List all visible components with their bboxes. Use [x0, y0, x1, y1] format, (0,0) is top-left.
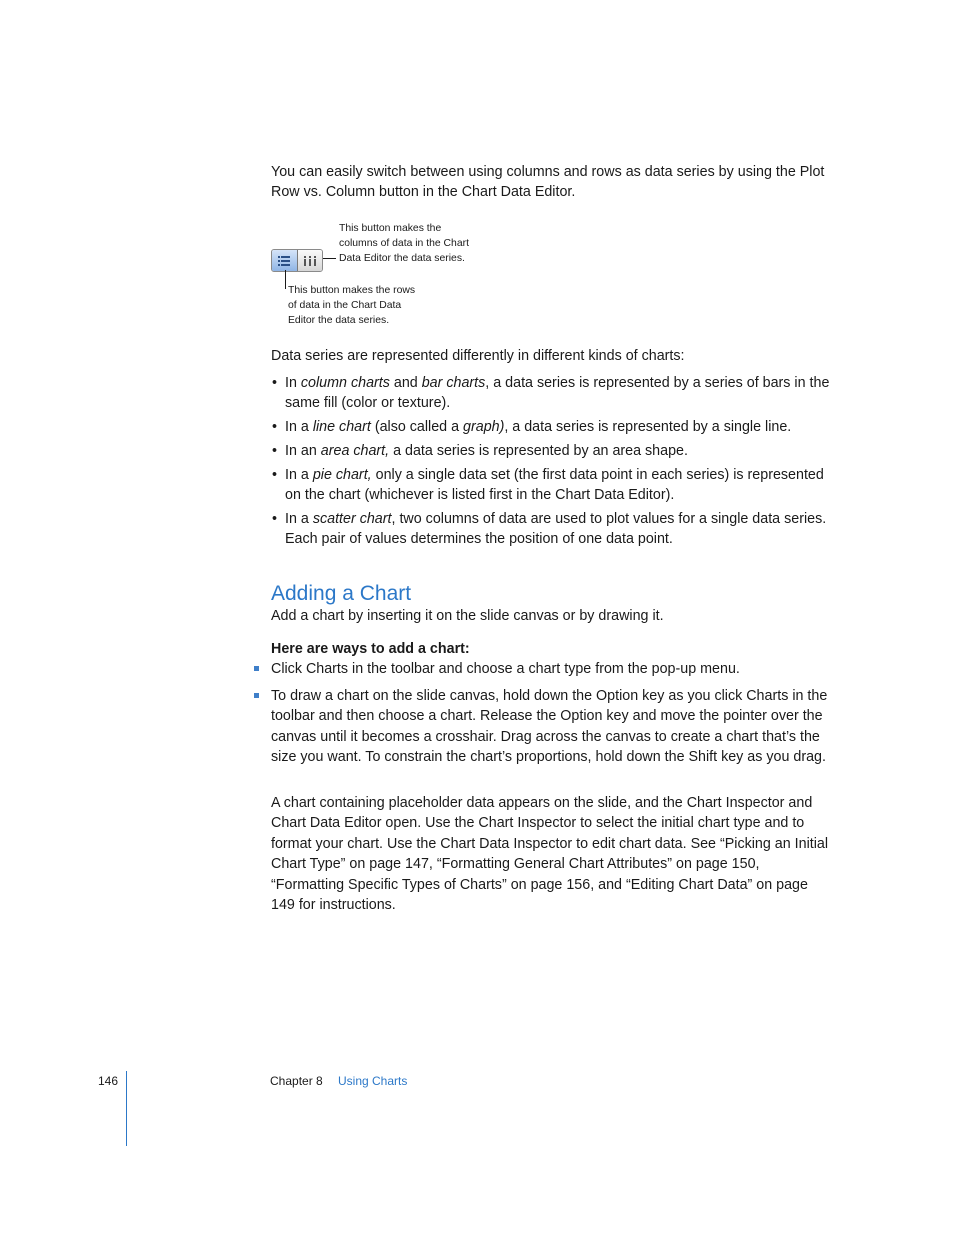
intro-paragraph: You can easily switch between using columns and rows as data series by using the Plot Row vs. Column button in the Chart Data Editor. [271, 164, 825, 201]
page-number: 146 [98, 1074, 119, 1088]
callout-rows-leader [285, 270, 286, 289]
footer-chapter-title: Using Charts [338, 1074, 408, 1088]
task-subhead: Here are ways to add a chart: [271, 641, 470, 657]
callout-rows [288, 283, 415, 328]
series-intro: Data series are represented differently in different kinds of charts: [271, 348, 685, 364]
callout-rows-line-3: Editor the data series. [288, 315, 390, 326]
plot-row-column-toggle[interactable] [271, 249, 323, 272]
step-marker [254, 666, 259, 671]
chart-type-list [271, 373, 831, 553]
footer-chapter: Chapter 8 [270, 1074, 323, 1088]
plot-rows-icon [278, 256, 290, 266]
callout-columns-line-3: Data Editor the data series. [339, 253, 465, 264]
followup-paragraph: A chart containing placeholder data appears on the slide, and the Chart Inspector and Chart Data Editor open. Use the Chart Inspector to select the initial chart type and to format your chart. Use the Chart Data Inspector to edit chart data. See “Picking an Initial Chart Type” on page 147, “Formatting General Chart Attributes” on page 150, “Formatting Specific Types of Charts” on page 156, and “Editing Chart Data” on page 149 for instructions. [271, 795, 829, 914]
section-heading: Adding a Chart [271, 582, 412, 605]
list-item: • In a pie chart, only a single data set (the first data point in each series) is represented on the chart (whichever is listed first in the Chart Data Editor). [271, 465, 831, 505]
callout-columns-line-2: columns of data in the Chart [339, 238, 469, 249]
list-item: • In column charts and bar charts, a data series is represented by a series of bars in the same fill (color or texture). [271, 373, 831, 413]
list-item: • In an area chart, a data series is represented by an area shape. [271, 441, 831, 461]
plot-rows-button[interactable] [272, 250, 298, 271]
step-marker [254, 693, 259, 698]
callout-rows-line-1: This button makes the rows [288, 285, 416, 296]
plot-columns-icon [304, 256, 316, 266]
step-2: To draw a chart on the slide canvas, hold down the Option key as you click Charts in the toolbar and then choose a chart. Release the Option key and move the pointer over the canvas until it becomes a crosshair. Drag across the canvas to create a chart that’s the size you want. To constrain the chart’s proportions, hold down the Shift key as you drag. [271, 688, 828, 766]
list-item: • In a scatter chart, two columns of data are used to plot values for a single data series. Each pair of values determines the position of one data point. [271, 509, 831, 549]
callout-rows-line-2: of data in the Chart Data [288, 300, 402, 311]
callout-columns-line-1: This button makes the [339, 223, 442, 234]
callout-columns [339, 221, 469, 266]
step-1: Click Charts in the toolbar and choose a chart type from the pop-up menu. [271, 661, 740, 677]
footer-divider [126, 1071, 127, 1146]
plot-columns-button[interactable] [298, 250, 323, 271]
section-lead: Add a chart by inserting it on the slide canvas or by drawing it. [271, 608, 664, 624]
list-item: • In a line chart (also called a graph), a data series is represented by a single line. [271, 417, 831, 437]
